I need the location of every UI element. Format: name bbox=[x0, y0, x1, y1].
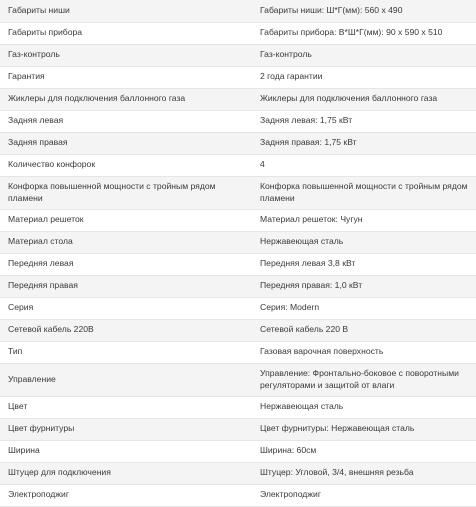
spec-row bbox=[0, 396, 476, 418]
spec-value: Материал решеток: Чугун bbox=[246, 209, 476, 231]
spec-name: Управление bbox=[0, 363, 246, 396]
spec-row bbox=[0, 209, 476, 231]
spec-name: Цвет bbox=[0, 396, 246, 418]
spec-name: Электроподжиг bbox=[0, 484, 246, 506]
spec-row bbox=[0, 363, 476, 396]
spec-row bbox=[0, 418, 476, 440]
spec-name: Гарантия bbox=[0, 66, 246, 88]
spec-row bbox=[0, 341, 476, 363]
spec-row bbox=[0, 88, 476, 110]
spec-row bbox=[0, 22, 476, 44]
spec-row bbox=[0, 66, 476, 88]
spec-row bbox=[0, 0, 476, 22]
spec-value: Нержавеющая сталь bbox=[246, 396, 476, 418]
spec-name: Материал решеток bbox=[0, 209, 246, 231]
spec-value: Газ-контроль bbox=[246, 44, 476, 66]
spec-value: Задняя левая: 1,75 кВт bbox=[246, 110, 476, 132]
spec-value: Габариты прибора: В*Ш*Г(мм): 90 x 590 x 510 bbox=[246, 22, 476, 44]
spec-row bbox=[0, 132, 476, 154]
spec-row bbox=[0, 176, 476, 209]
spec-name: Задняя левая bbox=[0, 110, 246, 132]
spec-value: Цвет фурнитуры: Нержавеющая сталь bbox=[246, 418, 476, 440]
spec-value: Передняя правая: 1,0 кВт bbox=[246, 275, 476, 297]
spec-value: Серия: Modern bbox=[246, 297, 476, 319]
spec-row bbox=[0, 231, 476, 253]
spec-row bbox=[0, 44, 476, 66]
spec-value: Задняя правая: 1,75 кВт bbox=[246, 132, 476, 154]
spec-name: Серия bbox=[0, 297, 246, 319]
spec-name: Задняя правая bbox=[0, 132, 246, 154]
spec-row bbox=[0, 253, 476, 275]
spec-name: Материал стола bbox=[0, 231, 246, 253]
spec-name: Штуцер для подключения bbox=[0, 462, 246, 484]
spec-name: Ширина bbox=[0, 440, 246, 462]
spec-value: Жиклеры для подключения баллонного газа bbox=[246, 88, 476, 110]
spec-value: Управление: Фронтально-боковое с поворотными регуляторами и защитой от влаги bbox=[246, 363, 476, 396]
spec-name: Газ-контроль bbox=[0, 44, 246, 66]
spec-value: 4 bbox=[246, 154, 476, 176]
spec-row bbox=[0, 154, 476, 176]
spec-value: Габариты ниши: Ш*Г(мм): 560 x 490 bbox=[246, 0, 476, 22]
spec-value: Передняя левая 3,8 кВт bbox=[246, 253, 476, 275]
spec-name: Тип bbox=[0, 341, 246, 363]
spec-row bbox=[0, 440, 476, 462]
spec-name: Сетевой кабель 220В bbox=[0, 319, 246, 341]
spec-name: Передняя правая bbox=[0, 275, 246, 297]
spec-value: 2 года гарантии bbox=[246, 66, 476, 88]
spec-name: Конфорка повышенной мощности с тройным рядом пламени bbox=[0, 176, 246, 209]
spec-value: Газовая варочная поверхность bbox=[246, 341, 476, 363]
spec-name: Количество конфорок bbox=[0, 154, 246, 176]
spec-value: Сетевой кабель 220 В bbox=[246, 319, 476, 341]
spec-value: Ширина: 60см bbox=[246, 440, 476, 462]
spec-value: Нержавеющая сталь bbox=[246, 231, 476, 253]
spec-row bbox=[0, 484, 476, 506]
spec-name: Габариты ниши bbox=[0, 0, 246, 22]
spec-name: Цвет фурнитуры bbox=[0, 418, 246, 440]
spec-row bbox=[0, 462, 476, 484]
spec-value: Электроподжиг bbox=[246, 484, 476, 506]
spec-row bbox=[0, 297, 476, 319]
spec-value: Конфорка повышенной мощности с тройным рядом пламени bbox=[246, 176, 476, 209]
spec-value: Штуцер: Угловой, 3/4, внешняя резьба bbox=[246, 462, 476, 484]
spec-row bbox=[0, 275, 476, 297]
spec-name: Жиклеры для подключения баллонного газа bbox=[0, 88, 246, 110]
spec-name: Габариты прибора bbox=[0, 22, 246, 44]
spec-name: Передняя левая bbox=[0, 253, 246, 275]
spec-row bbox=[0, 319, 476, 341]
spec-row bbox=[0, 110, 476, 132]
